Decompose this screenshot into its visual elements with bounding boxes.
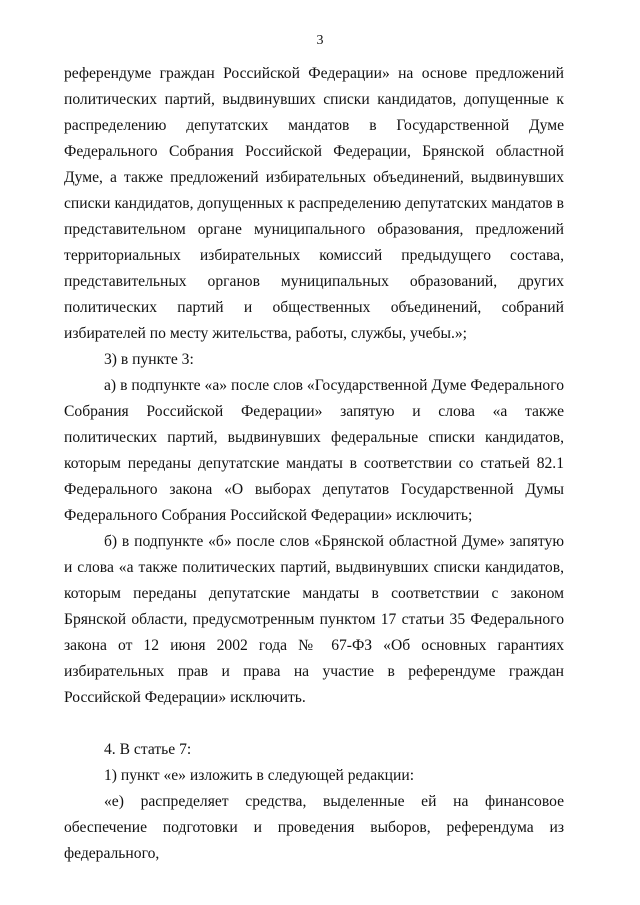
paragraph-item-1: 1) пункт «е» изложить в следующей редакции: — [104, 767, 415, 784]
document-body — [64, 61, 564, 867]
paragraph-item-3: 3) в пункте 3: — [104, 351, 194, 368]
paragraph-item-e: «е) распределяет средства, выделенные ей на финансовое обеспечение подготовки и проведения выборов, референдума из федерального, — [64, 793, 564, 862]
paragraph-subitem-b: б) в подпункте «б» после слов «Брянской областной Думе» запятую и слова «а также политических партий, выдвинувших списки кандидатов, которым переданы депутатские мандаты в соответствии с законом Брянской области, предусмотренным пунктом 17 статьи 35 Федерального закона от 12 июня 2002 года № 67-ФЗ «Об основных гарантиях избирательных прав и права на участие в референдуме граждан Российской Федерации» исключить. — [64, 533, 564, 706]
paragraph-article-7: 4. В статье 7: — [104, 741, 192, 758]
page-number: 3 — [316, 33, 324, 48]
paragraph-continuation: референдуме граждан Российской Федерации» на основе предложений политических партий, выдвинувших списки кандидатов, допущенные к распределению депутатских мандатов в Государственной Думе Федерального Собрания Российской Федерации, Брянской областной Думе, а также предложений избирательных объединений, выдвинувших списки кандидатов, допущенных к распределению депутатских мандатов в представительном органе муниципального образования, предложений территориальных избирательных комиссий предыдущего состава, представительных органов муниципальных образований, других политических партий и общественных объединений, собраний избирателей по месту жительства, работы, службы, учебы.»; — [64, 65, 564, 342]
paragraph-subitem-a: а) в подпункте «а» после слов «Государственной Думе Федерального Собрания Российской Федерации» запятую и слова «а также политических партий, выдвинувших федеральные списки кандидатов, которым переданы депутатские мандаты в соответствии со статьей 82.1 Федерального закона «О выборах депутатов Государственной Думы Федерального Собрания Российской Федерации» исключить; — [64, 377, 564, 524]
